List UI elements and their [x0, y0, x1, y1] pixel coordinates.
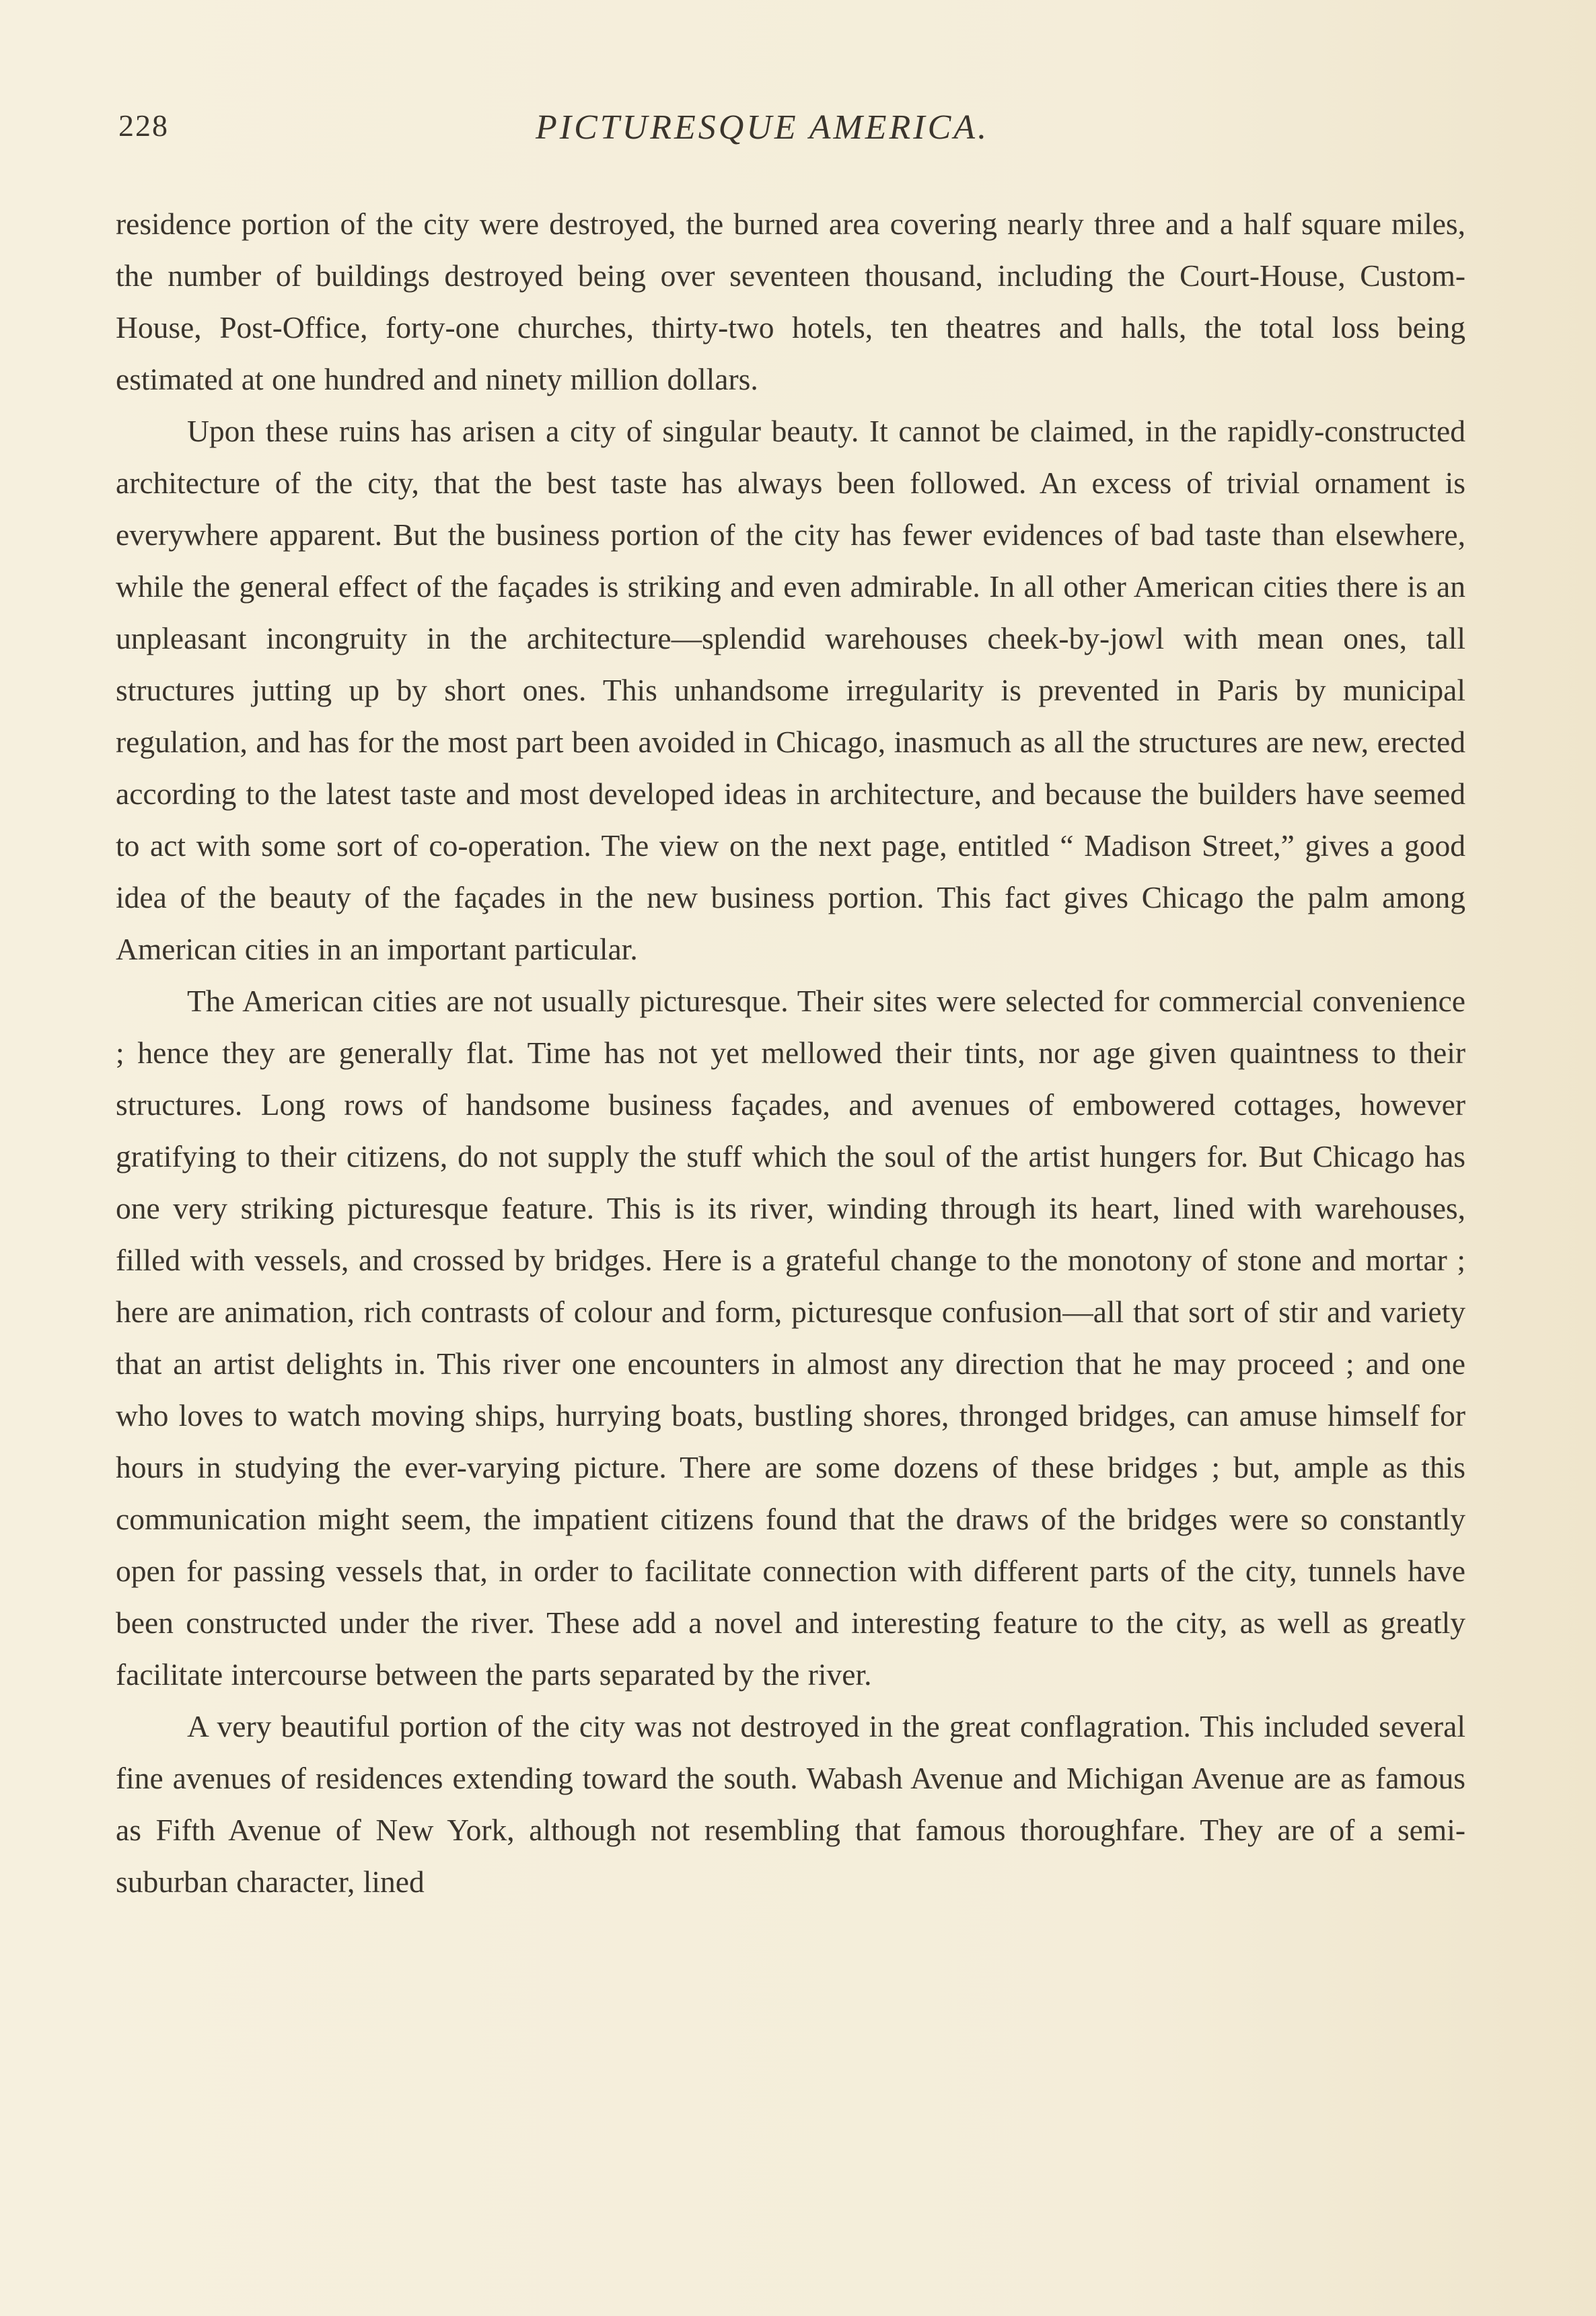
body-text [116, 198, 1465, 1908]
running-title: PICTURESQUE AMERICA. [536, 108, 990, 147]
paragraph-continuation: residence portion of the city were destroyed, the burned area covering nearly three and a half square miles, the number of buildings destroyed being over seventeen thousand, including the Court-House, Custom-House, Post-Office, forty-one churches, thirty-two hotels, ten theatres and halls, the total loss being estimated at one hundred and ninety million dollars. [116, 207, 1465, 396]
paragraph-river-bridges: The American cities are not usually picturesque. Their sites were selected for commercial convenience ; hence they are generally flat. Time has not yet mellowed their tints, nor age given quaintness to their structures. Long rows of handsome business façades, and avenues of embowered cottages, however gratifying to their citizens, do not supply the stuff which the soul of the artist hungers for. But Chicago has one very striking picturesque feature. This is its river, winding through its heart, lined with warehouses, filled with vessels, and crossed by bridges. Here is a grateful change to the monotony of stone and mortar ; here are animation, rich contrasts of colour and form, picturesque confusion—all that sort of stir and variety that an artist delights in. This river one encounters in almost any direction that he may proceed ; and one who loves to watch moving ships, hurrying boats, bustling shores, thronged bridges, can amuse himself for hours in studying the ever-varying picture. There are some dozens of these bridges ; but, ample as this communication might seem, the impatient citizens found that the draws of the bridges were so constantly open for passing vessels that, in order to facilitate connection with different parts of the city, tunnels have been constructed under the river. These add a novel and interesting feature to the city, as well as greatly facilitate intercourse between the parts separated by the river. [116, 984, 1465, 1692]
paragraph-ruins-architecture: Upon these ruins has arisen a city of singular beauty. It cannot be claimed, in the rapidly-constructed architecture of the city, that the best taste has always been followed. An excess of trivial ornament is everywhere apparent. But the business portion of the city has fewer evidences of bad taste than elsewhere, while the general effect of the façades is striking and even admirable. In all other American cities there is an unpleasant incongruity in the architecture—splendid warehouses cheek-by-jowl with mean ones, tall structures jutting up by short ones. This unhandsome irregularity is prevented in Paris by municipal regulation, and has for the most part been avoided in Chicago, inasmuch as all the structures are new, erected according to the latest taste and most developed ideas in architecture, and because the builders have seemed to act with some sort of co-operation. The view on the next page, entitled “ Madison Street,” gives a good idea of the beauty of the façades in the new business portion. This fact gives Chicago the palm among American cities in an important particular. [116, 414, 1465, 966]
page-number: 228 [118, 108, 169, 143]
page-header [118, 108, 1464, 155]
paragraph-south-avenues: A very beautiful portion of the city was not destroyed in the great conflagration. This included several fine avenues of residences extending toward the south. Wabash Avenue and Michigan Avenue are as famous as Fifth Avenue of New York, although not resembling that famous thoroughfare. They are of a semi-suburban character, lined [116, 1709, 1465, 1899]
